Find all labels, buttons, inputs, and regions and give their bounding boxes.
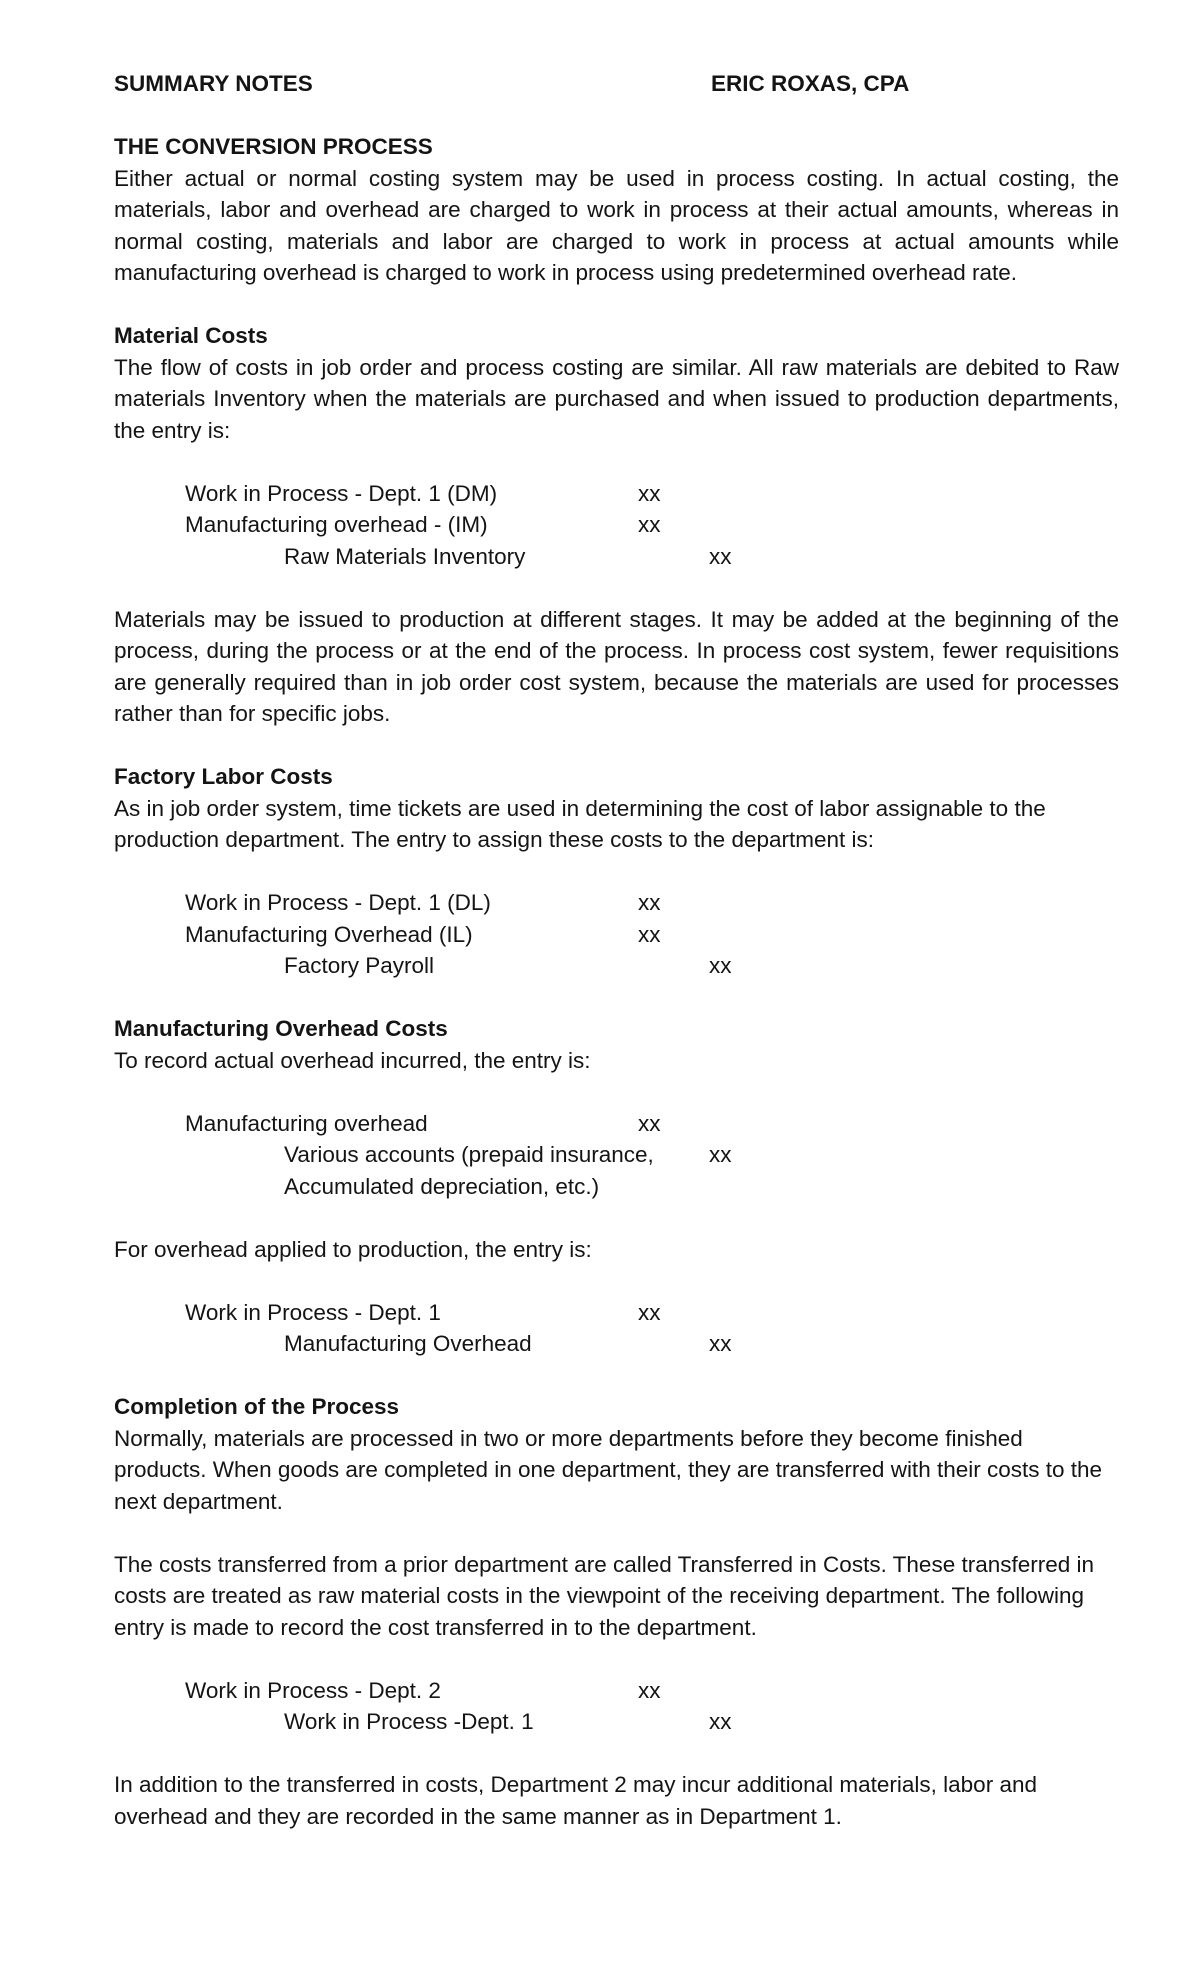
conversion-paragraph: Either actual or normal costing system may be used in process costing. In actual costing, the materials, labor and overhead are charged to work in process at their actual amounts, whereas in normal costing, materials and labor are charged to work in process at actual amounts while manufacturing overhead is charged to work in process using predetermined overhead rate. bbox=[114, 165, 1119, 285]
journal-line bbox=[114, 478, 1119, 510]
credit-amount: xx bbox=[709, 1142, 732, 1167]
material-journal-entry bbox=[114, 478, 1119, 573]
overhead-journal-entry bbox=[114, 1108, 1119, 1203]
debit-account: Manufacturing overhead bbox=[185, 1110, 428, 1136]
journal-line bbox=[114, 1675, 1119, 1707]
completion-heading: Completion of the Process bbox=[114, 1394, 400, 1419]
debit-amount: xx bbox=[638, 921, 661, 947]
journal-line bbox=[114, 1706, 1119, 1738]
completion-paragraph-3: In addition to the transferred in costs, Department 2 may incur additional materials, labor and overhead and they are recorded in the same manner as in Department 1. bbox=[114, 1772, 1037, 1829]
debit-account: Manufacturing overhead - (IM) bbox=[185, 512, 488, 537]
credit-account: Various accounts (prepaid insurance, bbox=[284, 1142, 654, 1167]
journal-line bbox=[114, 1108, 1119, 1140]
credit-account: Raw Materials Inventory bbox=[284, 543, 526, 569]
credit-account: Manufacturing Overhead bbox=[284, 1331, 532, 1356]
credit-account: Factory Payroll bbox=[284, 953, 435, 978]
debit-account: Work in Process - Dept. 2 bbox=[185, 1677, 441, 1703]
overhead-heading: Manufacturing Overhead Costs bbox=[114, 1016, 448, 1041]
credit-amount: xx bbox=[709, 953, 732, 978]
completion-paragraph: Normally, materials are processed in two or more departments before they become finished products. When goods are completed in one department, they are transferred with their costs to the next department. bbox=[114, 1425, 1103, 1514]
debit-amount: xx bbox=[638, 512, 661, 537]
document-page bbox=[114, 68, 1119, 1832]
conversion-heading: THE CONVERSION PROCESS bbox=[114, 134, 433, 159]
journal-line bbox=[114, 950, 1119, 982]
credit-account-continued: Accumulated depreciation, etc.) bbox=[284, 1173, 600, 1199]
debit-account: Work in Process - Dept. 1 (DL) bbox=[185, 890, 491, 915]
credit-account: Work in Process -Dept. 1 bbox=[284, 1709, 534, 1734]
header-author: ERIC ROXAS, CPA bbox=[711, 71, 910, 96]
material-paragraph: The flow of costs in job order and process costing are similar. All raw materials are debited to Raw materials Inventory when the materials are purchased and when issued to production departments, the entry is: bbox=[114, 354, 1119, 443]
journal-line bbox=[114, 1328, 1119, 1360]
overhead-paragraph-2: For overhead applied to production, the entry is: bbox=[114, 1236, 592, 1262]
material-heading: Material Costs bbox=[114, 323, 268, 348]
debit-account: Manufacturing Overhead (IL) bbox=[185, 921, 473, 947]
debit-account: Work in Process - Dept. 1 bbox=[185, 1299, 441, 1325]
overhead-paragraph: To record actual overhead incurred, the entry is: bbox=[114, 1047, 591, 1073]
journal-line bbox=[114, 1297, 1119, 1329]
debit-amount: xx bbox=[638, 480, 661, 506]
journal-line bbox=[114, 509, 1119, 541]
debit-amount: xx bbox=[638, 890, 661, 915]
debit-account: Work in Process - Dept. 1 (DM) bbox=[185, 480, 498, 506]
material-paragraph-2: Materials may be issued to production at different stages. It may be added at the beginning of the process, during the process or at the end of the process. In process cost system, fewer requisitions are generally required than in job order cost system, because the materials are used for processes rather than for specific jobs. bbox=[114, 606, 1119, 726]
document-header bbox=[114, 68, 1119, 100]
journal-line bbox=[114, 1171, 1119, 1203]
credit-amount: xx bbox=[709, 1331, 732, 1356]
completion-journal-entry bbox=[114, 1675, 1119, 1738]
debit-amount: xx bbox=[638, 1299, 661, 1325]
completion-paragraph-2: The costs transferred from a prior department are called Transferred in Costs. These transferred in costs are treated as raw material costs in the viewpoint of the receiving department. The following entry is made to record the cost transferred in to the department. bbox=[114, 1551, 1095, 1640]
journal-line bbox=[114, 541, 1119, 573]
debit-amount: xx bbox=[638, 1677, 661, 1703]
journal-line bbox=[114, 887, 1119, 919]
journal-line bbox=[114, 1139, 1119, 1171]
labor-journal-entry bbox=[114, 887, 1119, 982]
credit-amount: xx bbox=[709, 1709, 732, 1734]
overhead-applied-journal-entry bbox=[114, 1297, 1119, 1360]
labor-paragraph: As in job order system, time tickets are used in determining the cost of labor assignable to the production department. The entry to assign these costs to the department is: bbox=[114, 795, 1046, 852]
journal-line bbox=[114, 919, 1119, 951]
header-title: SUMMARY NOTES bbox=[114, 71, 313, 96]
labor-heading: Factory Labor Costs bbox=[114, 764, 333, 789]
credit-amount: xx bbox=[709, 543, 732, 569]
debit-amount: xx bbox=[638, 1110, 661, 1136]
